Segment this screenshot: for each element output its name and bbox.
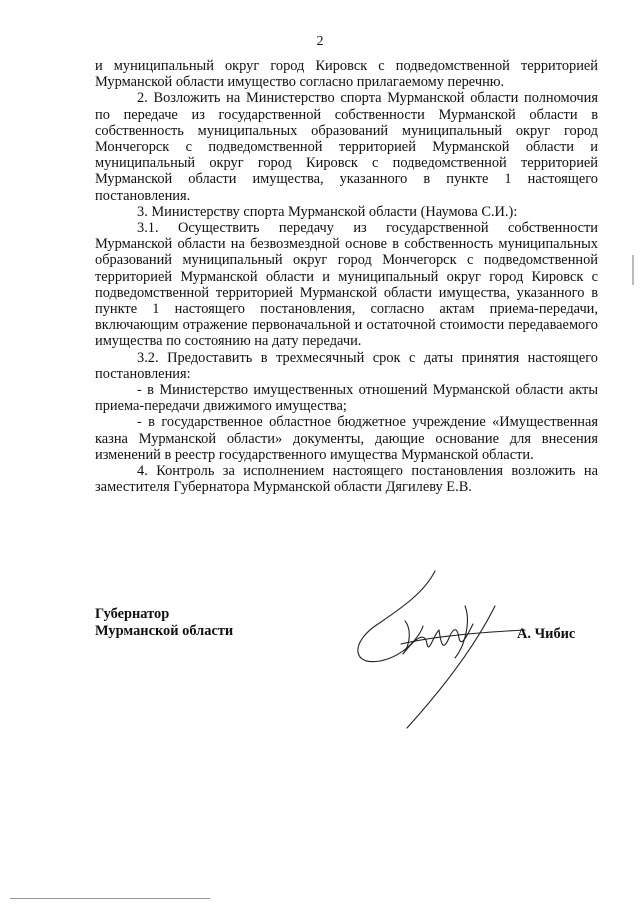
- scan-edge-mark: [632, 255, 634, 285]
- page-number: 2: [316, 34, 324, 49]
- paragraph-bullet-1: - в Министерство имущественных отношений Мурманской области акты приема-передачи движимого имущества;: [95, 382, 598, 415]
- paragraph-bullet-2: - в государственное областное бюджетное учреждение «Имущественная казна Мурманской области» документы, дающие основание для внесения изменений в реестр государственного имущества Мурманской области.: [95, 414, 598, 463]
- handwritten-signature: [345, 566, 535, 731]
- paragraph-continuation: и муниципальный округ город Кировск с подведомственной территорией Мурманской области имущество согласно прилагаемому перечню.: [95, 58, 598, 91]
- paragraph-item-3-2: 3.2. Предоставить в трехмесячный срок с даты принятия настоящего постановления:: [95, 349, 598, 382]
- paragraph-item-4: 4. Контроль за исполнением настоящего постановления возложить на заместителя Губернатора Мурманской области Дягилеву Е.В.: [95, 463, 598, 496]
- signatory-title-line2: Мурманской области: [95, 623, 234, 639]
- document-body: [95, 58, 598, 495]
- scan-bottom-line: [10, 898, 210, 899]
- paragraph-item-3: 3. Министерству спорта Мурманской области (Наумова С.И.):: [137, 203, 518, 220]
- signatory-name: А. Чибис: [517, 626, 576, 642]
- paragraph-item-2: 2. Возложить на Министерство спорта Мурманской области полномочия по передаче из государственной собственности Мурманской области в собственность муниципальных образований муниципальный округ город Мончегорск с подведомственной территорией Мурманской области и муниципальный округ город Кировск с подведомственной территорией Мурманской области имущества, указанного в пункте 1 настоящего постановления.: [95, 90, 598, 204]
- signatory-title: [95, 606, 233, 640]
- paragraph-item-3-1: 3.1. Осуществить передачу из государственной собственности Мурманской области на безвозмездной основе в собственность муниципальных образований муниципальный округ город Мончегорск с подведомственной территорией Мурманской области и муниципальный округ город Кировск с подведомственной территорией Мурманской области имущества, указанного в пункте 1 настоящего постановления, согласно актам приема-передачи, включающим отражение первоначальной и остаточной стоимости передаваемого имущества по состоянию на дату передачи.: [95, 220, 598, 350]
- signatory-title-line1: Губернатор: [95, 606, 170, 622]
